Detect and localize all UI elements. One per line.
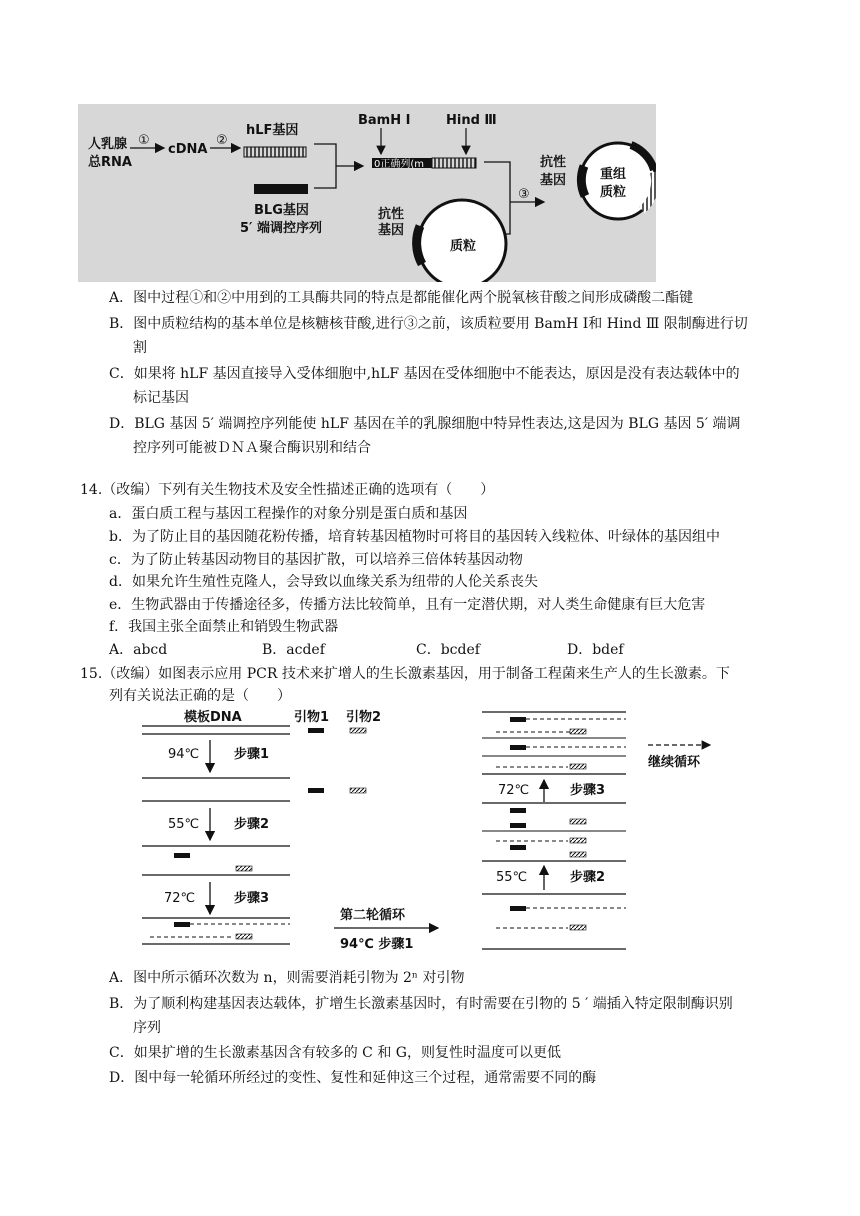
primer1-mark <box>308 728 324 733</box>
step3-label: ③ <box>518 187 530 202</box>
r-primer1-e <box>510 845 526 850</box>
q14-stem: 14.（改编）下列有关生物技术及安全性描述正确的选项有（ ） <box>80 482 495 498</box>
q14-item-c: c．为了防止转基因动物目的基因扩散，可以培养三倍体转基因动物 <box>109 552 523 568</box>
r-step3-label: 步骤3 <box>570 783 606 798</box>
r-primer2-e <box>570 852 586 857</box>
pcr-diagram <box>140 704 730 960</box>
r-primer1-f <box>510 906 526 911</box>
r-primer2-d <box>570 838 586 843</box>
hlf-gene-label: hLF基因 <box>246 123 299 138</box>
resistance-label-2: 基因 <box>540 173 567 188</box>
q15-stem-1: 15.（改编）如图表示应用 PCR 技术来扩增人的生长激素基因，用于制备工程菌来生产人的生长激素。下 <box>80 666 730 682</box>
hlf-gene-bar <box>244 147 306 157</box>
r-primer1-c <box>510 808 526 813</box>
free-primer2 <box>350 788 366 793</box>
r-primer1-a <box>510 717 526 722</box>
blg-promoter-bar <box>254 184 308 194</box>
extended-primer1 <box>174 922 190 927</box>
r-primer1-d <box>510 823 526 828</box>
q15-stem-2: 列有关说法正确的是（ ） <box>109 688 291 704</box>
recombinant-resistance-gene <box>581 166 585 196</box>
t94-label: 94℃ <box>168 747 200 762</box>
r-primer1-b <box>510 745 526 750</box>
r-primer2-b <box>570 764 586 769</box>
r-t55-label: 55℃ <box>496 870 528 885</box>
merge-bracket <box>314 144 336 188</box>
q13-option-a: A．图中过程①和②中用到的工具酶共同的特点是都能催化两个脱氧核苷酸之间形成磷酸二酯键 <box>109 290 694 306</box>
q14-item-b: b．为了防止目的基因随花粉传播，培育转基因植物时可将目的基因转入线粒体、叶绿体的基因组中 <box>109 529 720 545</box>
q14-item-e: e．生物武器由于传播途径多，传播方法比较简单，且有一定潜伏期，对人类生命健康有巨大危害 <box>109 597 706 613</box>
r-t72-label: 72℃ <box>498 783 530 798</box>
resistance2-label-1: 抗性 <box>378 207 405 222</box>
source-label-2: 总RNA <box>88 155 132 170</box>
hind3-label: Hind Ⅲ <box>446 113 497 128</box>
gene-engineering-diagram-svg <box>78 104 656 282</box>
t72-label: 72℃ <box>164 891 196 906</box>
plasmid-label: 质粒 <box>450 239 477 254</box>
extended-primer2 <box>236 934 252 939</box>
fusion-hlf <box>432 158 476 168</box>
primer1-label: 引物1 <box>294 710 330 725</box>
q14-item-a: a．蛋白质工程与基因工程操作的对象分别是蛋白质和基因 <box>109 506 468 522</box>
annealed-primer1 <box>174 853 190 858</box>
second-round-sub: 94℃ 步骤1 <box>340 937 414 952</box>
annealed-primer2 <box>236 866 252 871</box>
primer2-mark <box>350 728 366 733</box>
continue-cycle-label: 继续循环 <box>648 755 701 770</box>
r-step2-label: 步骤2 <box>570 870 606 885</box>
q13-option-d-cont: 控序列可能被ＤＮＡ聚合酶识别和结合 <box>133 440 371 456</box>
q13-option-b: B．图中质粒结构的基本单位是核糖核苷酸,进行③之前，该质粒要用 BamH Ⅰ和 Hind Ⅲ 限制酶进行切 <box>109 316 748 332</box>
blg-label-1: BLG基因 <box>254 203 309 218</box>
blg-label-2: 5′ 端调控序列 <box>240 221 322 236</box>
step1-label: ① <box>138 133 150 148</box>
bamh1-label: BamH Ⅰ <box>358 113 411 128</box>
template-dna-label: 模板DNA <box>184 710 242 725</box>
gene-engineering-diagram <box>78 104 656 282</box>
r-primer2-f <box>570 925 586 930</box>
recomb-label-1: 重组 <box>600 167 627 182</box>
step1-label-left: 步骤1 <box>234 747 270 762</box>
source-label-1: 人乳腺 <box>88 137 128 152</box>
q14-choice-d: D．bdef <box>567 642 624 658</box>
primer2-label: 引物2 <box>346 710 382 725</box>
r-primer2-c <box>570 819 586 824</box>
q13-option-c-cont: 标记基因 <box>133 390 189 406</box>
resistance2-label-2: 基因 <box>378 223 405 238</box>
free-primer1 <box>308 788 324 793</box>
step2-label: ② <box>216 133 228 148</box>
r-primer2-a <box>570 729 586 734</box>
q14-item-d: d．如果允许生殖性克隆人，会导致以血缘关系为纽带的人伦关系丧失 <box>109 574 538 590</box>
q14-choice-c: C．bcdef <box>416 642 480 658</box>
q15-option-c: C．如果扩增的生长激素基因含有较多的 C 和 G，则复性时温度可以更低 <box>109 1045 561 1061</box>
q15-option-d: D．图中每一轮循环所经过的变性、复性和延伸这三个过程，通常需要不同的酶 <box>109 1070 597 1086</box>
q13-option-c: C．如果将 hLF 基因直接导入受体细胞中,hLF 基因在受体细胞中不能表达，原因是没有表达载体中的 <box>109 366 740 382</box>
step3-label-left: 步骤3 <box>234 891 270 906</box>
q14-choice-b: B．acdef <box>262 642 325 658</box>
q15-option-a: A．图中所示循环次数为 n，则需要消耗引物为 2ⁿ 对引物 <box>109 970 465 986</box>
second-round-label: 第二轮循环 <box>340 908 406 923</box>
resistance-label-1: 抗性 <box>540 155 567 170</box>
cdna-label: cDNA <box>168 142 208 157</box>
q15-option-b: B．为了顺利构建基因表达载体，扩增生长激素基因时，有时需要在引物的 5 ′ 端插入特定限制酶识别 <box>109 996 733 1012</box>
q13-option-b-cont: 割 <box>133 340 147 356</box>
recomb-label-2: 质粒 <box>600 185 627 200</box>
q14-item-f: f．我国主张全面禁止和销毁生物武器 <box>109 619 339 635</box>
fusion-label: 0正确列(m <box>374 159 425 170</box>
q14-choice-a: A．abcd <box>109 642 168 658</box>
pcr-diagram-svg <box>140 704 730 960</box>
step2-label-left: 步骤2 <box>234 817 270 832</box>
q15-option-b-cont: 序列 <box>133 1020 161 1036</box>
t55-label: 55℃ <box>168 817 200 832</box>
q13-option-d: D．BLG 基因 5′ 端调控序列能使 hLF 基因在羊的乳腺细胞中特异性表达,这是因为 BLG 基因 5′ 端调 <box>109 416 741 432</box>
